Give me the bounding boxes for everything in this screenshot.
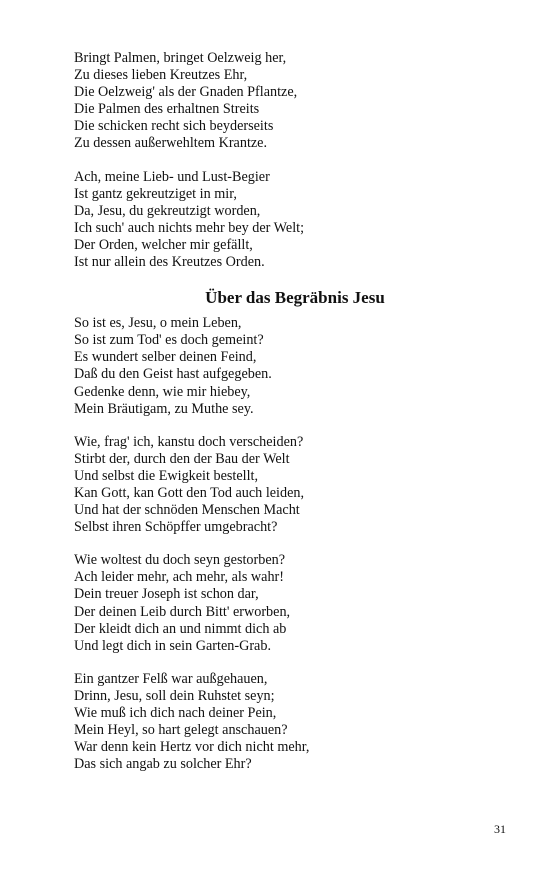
verse-line: Wie woltest du doch seyn gestorben?	[74, 552, 286, 569]
poems-container	[74, 50, 494, 773]
poem-title: Über das Begräbnis Jesu	[205, 288, 385, 308]
verse-line: Die Palmen des erhaltnen Streits	[74, 101, 260, 118]
verse-line: Da, Jesu, du gekreutzigt worden,	[74, 202, 261, 219]
verse-line: Der deinen Leib durch Bitt' erworben,	[74, 603, 291, 620]
verse-line: Stirbt der, durch den der Bau der Welt	[74, 450, 290, 467]
verse-line: Zu dessen außerwehltem Krantze.	[74, 135, 268, 152]
verse-line: Ist nur allein des Kreutzes Orden.	[74, 254, 265, 271]
stanza	[74, 50, 494, 153]
verse-line: Daß du den Geist hast aufgegeben.	[74, 366, 272, 383]
verse-line: Die schicken recht sich beyderseits	[74, 118, 274, 135]
stanza	[74, 434, 494, 537]
verse-line: Ach, meine Lieb- und Lust-Begier	[74, 168, 270, 185]
page-number: 31	[494, 822, 506, 836]
verse-line: Und selbst die Ewigkeit bestellt,	[74, 467, 259, 484]
stanza	[74, 315, 494, 418]
verse-line: Wie muß ich dich nach deiner Pein,	[74, 705, 277, 721]
verse-line: Kan Gott, kan Gott den Tod auch leiden,	[74, 484, 305, 501]
verse-line: Es wundert selber deinen Feind,	[74, 349, 257, 366]
verse-line: War denn kein Hertz vor dich nicht mehr,	[74, 739, 310, 756]
verse-line: Und hat der schnöden Menschen Macht	[74, 502, 300, 519]
verse-line: Zu dieses lieben Kreutzes Ehr,	[74, 67, 248, 84]
stanza	[74, 671, 494, 774]
verse-line: Der kleidt dich an und nimmt dich ab	[74, 620, 287, 637]
verse-line: Mein Bräutigam, zu Muthe sey.	[74, 400, 254, 417]
verse-line: Der Orden, welcher mir gefällt,	[74, 236, 253, 253]
poem-text-block	[74, 50, 494, 789]
verse-line: Ach leider mehr, ach mehr, als wahr!	[74, 569, 285, 586]
stanza	[74, 552, 494, 655]
verse-line: Dein treuer Joseph ist schon dar,	[74, 586, 259, 603]
stanza	[74, 169, 494, 272]
verse-line: Das sich angab zu solcher Ehr?	[74, 756, 252, 773]
verse-line: Bringt Palmen, bringet Oelzweig her,	[74, 50, 287, 66]
verse-line: So ist es, Jesu, o mein Leben,	[74, 315, 242, 332]
verse-line: Ich such' auch nichts mehr bey der Welt;	[74, 219, 305, 236]
verse-line: Ein gantzer Felß war außgehauen,	[74, 670, 268, 687]
verse-line: Die Oelzweig' als der Gnaden Pflantze,	[74, 84, 298, 101]
verse-line: Wie, frag' ich, kanstu doch verscheiden?	[74, 433, 304, 450]
verse-line: Gedenke denn, wie mir hiebey,	[74, 383, 251, 400]
verse-line: So ist zum Tod' es doch gemeint?	[74, 332, 264, 349]
verse-line: Und legt dich in sein Garten-Grab.	[74, 637, 271, 654]
verse-line: Drinn, Jesu, soll dein Ruhstet seyn;	[74, 687, 275, 704]
verse-line: Selbst ihren Schöpffer umgebracht?	[74, 519, 278, 536]
verse-line: Ist gantz gekreutziget in mir,	[74, 185, 237, 202]
verse-line: Mein Heyl, so hart gelegt anschauen?	[74, 722, 288, 739]
